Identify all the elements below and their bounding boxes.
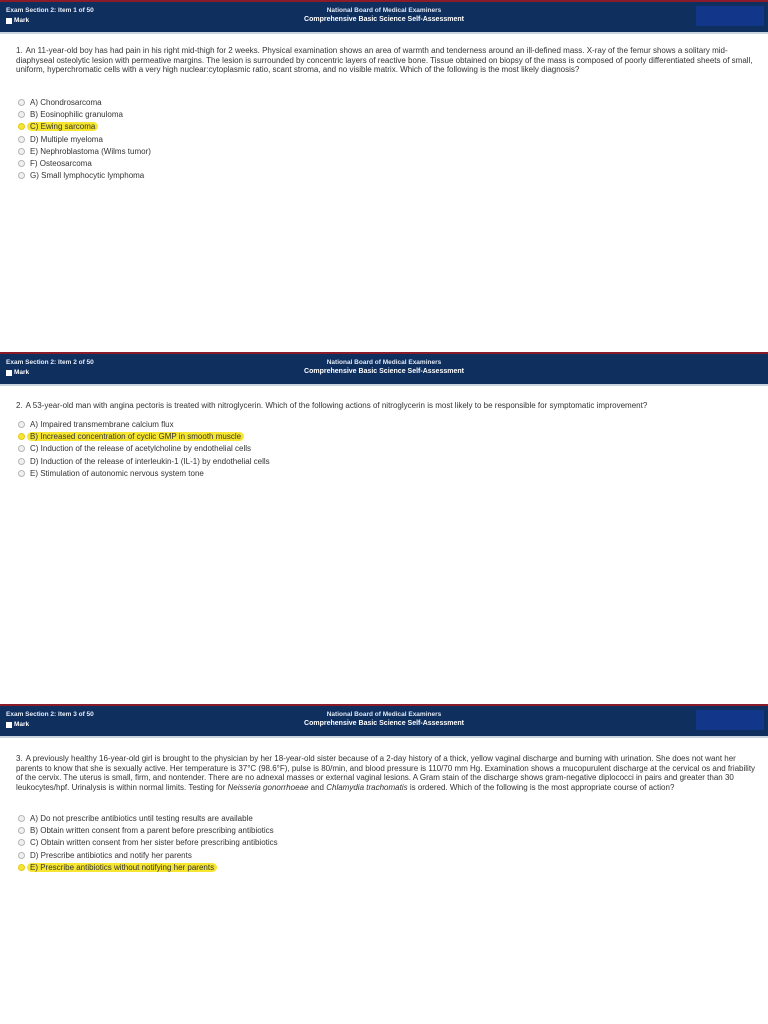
- question-panel-3: [0, 704, 768, 1024]
- assessment-title: Comprehensive Basic Science Self-Assessment: [304, 16, 464, 23]
- question-text-join: and: [308, 782, 327, 792]
- answer-option[interactable]: [18, 824, 278, 836]
- option-label: B) Obtain written consent from a parent before prescribing antibiotics: [30, 825, 274, 835]
- question-number: 1.: [16, 46, 23, 55]
- header-bottom-border: [0, 736, 768, 738]
- option-label: C) Obtain written consent from her sister before prescribing antibiotics: [30, 838, 278, 848]
- radio-button[interactable]: [18, 136, 25, 143]
- organization-name: National Board of Medical Examiners: [326, 359, 442, 366]
- radio-button[interactable]: [18, 815, 25, 822]
- radio-button[interactable]: [18, 433, 25, 440]
- answer-option[interactable]: [18, 837, 278, 849]
- question-panel-2: [0, 352, 768, 704]
- item-counter: Exam Section 2: Item 3 of 50: [6, 711, 94, 718]
- answer-option[interactable]: [18, 96, 151, 108]
- radio-button[interactable]: [18, 160, 25, 167]
- answer-option-highlighted[interactable]: [18, 121, 151, 133]
- option-label: B) Eosinophilic granuloma: [30, 109, 123, 119]
- radio-button[interactable]: [18, 123, 25, 130]
- question-text: A previously healthy 16-year-old girl is brought to the physician by her 18-year-old sister because of a 2-day history of a thick, yellow vaginal discharge and burning with urination. She does not want her parents to know that she is sexually active. Her temperature is 37°C (98.6°F), pulse is 80/min, and blood pressure is 110/70 mm Hg. Examination shows a mucopurulent discharge at the cervical os and friability of the cervix. The uterus is small, firm, and nontender. There are no adnexal masses or external vaginal lesions. A Gram stain of the discharge shows gram-negative diplococci in pairs and greater than 30 leukocytes/hpf. Urinalysis is within normal limits. Testing for: [16, 754, 756, 792]
- radio-button[interactable]: [18, 839, 25, 846]
- radio-button[interactable]: [18, 421, 25, 428]
- answer-option-highlighted[interactable]: [18, 861, 278, 873]
- question-number: 3.: [16, 754, 23, 763]
- item-counter: Exam Section 2: Item 2 of 50: [6, 359, 94, 366]
- header-bottom-border: [0, 32, 768, 34]
- answer-option[interactable]: [18, 455, 270, 467]
- question-text: A 53-year-old man with angina pectoris is treated with nitroglycerin. Which of the following actions of nitroglycerin is most likely to be responsible for symptomatic improvement?: [25, 401, 648, 410]
- answer-option[interactable]: [18, 418, 270, 430]
- option-label: A) Do not prescribe antibiotics until testing results are available: [30, 813, 253, 823]
- answer-option[interactable]: [18, 849, 278, 861]
- header-bottom-border: [0, 384, 768, 386]
- radio-button[interactable]: [18, 864, 25, 871]
- exam-header: [0, 2, 768, 32]
- organism-name: Chlamydia trachomatis: [326, 782, 408, 792]
- option-label: A) Impaired transmembrane calcium flux: [30, 419, 174, 429]
- assessment-title: Comprehensive Basic Science Self-Assessment: [304, 368, 464, 375]
- mark-flag-icon: [6, 722, 12, 728]
- organization-name: National Board of Medical Examiners: [326, 7, 442, 14]
- mark-label: Mark: [14, 369, 30, 376]
- option-label: A) Chondrosarcoma: [30, 97, 102, 107]
- answer-option[interactable]: [18, 812, 278, 824]
- answer-option[interactable]: [18, 108, 151, 120]
- option-label: D) Multiple myeloma: [30, 134, 103, 144]
- question-stem: [16, 754, 756, 792]
- question-stem: [16, 46, 756, 75]
- mark-label: Mark: [14, 17, 30, 24]
- option-label: E) Stimulation of autonomic nervous system tone: [30, 468, 204, 478]
- mark-label: Mark: [14, 721, 30, 728]
- option-label: D) Induction of the release of interleukin-1 (IL-1) by endothelial cells: [30, 456, 270, 466]
- answer-option[interactable]: [18, 443, 270, 455]
- question-number: 2.: [16, 401, 23, 410]
- option-label: C) Ewing sarcoma: [27, 122, 98, 131]
- option-label: D) Prescribe antibiotics and notify her parents: [30, 850, 192, 860]
- answer-option[interactable]: [18, 170, 151, 182]
- radio-button[interactable]: [18, 99, 25, 106]
- question-panel-1: [0, 0, 768, 352]
- item-counter: Exam Section 2: Item 1 of 50: [6, 7, 94, 14]
- question-stem: [16, 401, 756, 411]
- option-label: B) Increased concentration of cyclic GMP in smooth muscle: [27, 432, 244, 441]
- header-right-box: [696, 710, 764, 730]
- header-right-box: [696, 6, 764, 26]
- question-text: An 11-year-old boy has had pain in his right mid-thigh for 2 weeks. Physical examination shows an area of warmth and tenderness around an ill-defined mass. X-ray of the femur shows a solitary mid-diaphyseal osteolytic lesion with permeative margins. The lesion is surrounded by concentric layers of reactive bone. Tissue obtained on biopsy of the mass is composed of poorly differentiated sheets of small, uniform, hyperchromatic cells with a very high nuclear:cytoplasmic ratio, scant stroma, and no visible matrix. Which of the following is the most likely diagnosis?: [16, 46, 753, 74]
- answer-option-highlighted[interactable]: [18, 430, 270, 442]
- exam-header: [0, 706, 768, 736]
- radio-button[interactable]: [18, 827, 25, 834]
- assessment-title: Comprehensive Basic Science Self-Assessment: [304, 720, 464, 727]
- organization-name: National Board of Medical Examiners: [326, 711, 442, 718]
- exam-header: [0, 354, 768, 384]
- radio-button[interactable]: [18, 458, 25, 465]
- option-label: F) Osteosarcoma: [30, 159, 92, 169]
- radio-button[interactable]: [18, 470, 25, 477]
- radio-button[interactable]: [18, 852, 25, 859]
- answer-option[interactable]: [18, 157, 151, 169]
- answer-options: [18, 812, 278, 873]
- option-label: G) Small lymphocytic lymphoma: [30, 171, 145, 181]
- mark-button[interactable]: [6, 17, 29, 24]
- answer-option[interactable]: [18, 145, 151, 157]
- answer-option[interactable]: [18, 467, 270, 479]
- radio-button[interactable]: [18, 148, 25, 155]
- organism-name: Neisseria gonorrhoeae: [227, 782, 309, 792]
- option-label: E) Prescribe antibiotics without notifying her parents: [27, 863, 217, 872]
- mark-button[interactable]: [6, 369, 29, 376]
- radio-button[interactable]: [18, 111, 25, 118]
- option-label: E) Nephroblastoma (Wilms tumor): [30, 146, 151, 156]
- option-label: C) Induction of the release of acetylcholine by endothelial cells: [30, 444, 252, 454]
- mark-button[interactable]: [6, 721, 29, 728]
- answer-option[interactable]: [18, 133, 151, 145]
- radio-button[interactable]: [18, 445, 25, 452]
- question-text-end: is ordered. Which of the following is the most appropriate course of action?: [407, 782, 675, 792]
- answer-options: [18, 96, 151, 182]
- answer-options: [18, 418, 270, 479]
- radio-button[interactable]: [18, 172, 25, 179]
- mark-flag-icon: [6, 18, 12, 24]
- mark-flag-icon: [6, 370, 12, 376]
